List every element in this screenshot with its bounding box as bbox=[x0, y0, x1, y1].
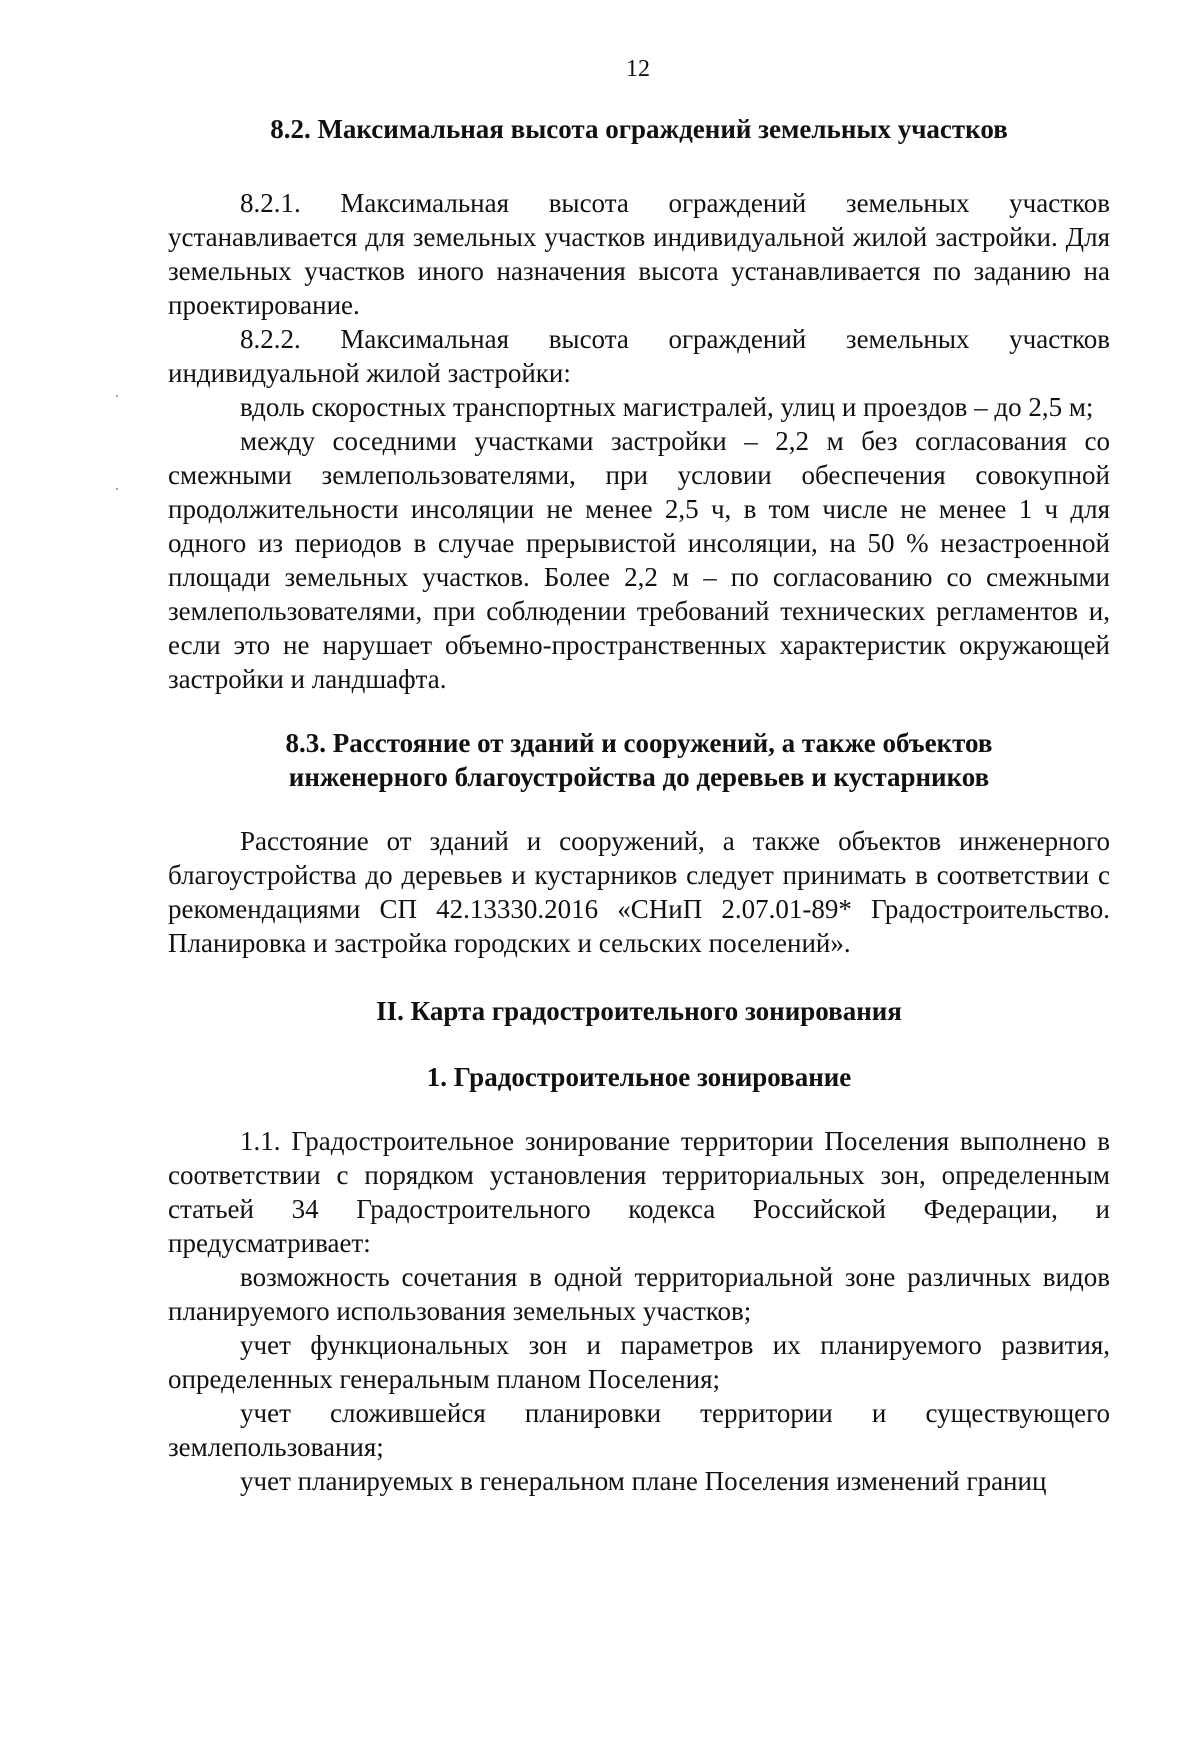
scan-mark bbox=[116, 488, 118, 490]
paragraph: возможность сочетания в одной территориальной зоне различных видов планируемого использования земельных участков; bbox=[168, 1262, 1110, 1326]
page-number: 12 bbox=[626, 56, 650, 82]
paragraph: между соседними участками застройки – 2,2 м без согласования со смежными землепользователями, при условии обеспечения совокупной продолжительности инсоляции не менее 2,5 ч, в том числе не менее 1 ч для одного из периодов в случае прерывистой инсоляции, на 50 % незастроенной площади земельных участков. Более 2,2 м – по согласованию со смежными землепользователями, при соблюдении требований технических регламентов и, если это не нарушает объемно-пространственных характеристик окружающей застройки и ландшафта. bbox=[168, 426, 1110, 694]
paragraph: вдоль скоростных транспортных магистралей, улиц и проездов – до 2,5 м; bbox=[240, 392, 1094, 422]
scan-mark bbox=[116, 395, 118, 397]
section-heading-1: 1. Градостроительное зонирование bbox=[426, 1062, 852, 1092]
paragraph: учет сложившейся планировки территории и существующего землепользования; bbox=[168, 1398, 1110, 1462]
part-heading-ii: II. Карта градостроительного зонирования bbox=[376, 996, 902, 1026]
section-heading-8-3: 8.3. Расстояние от зданий и сооружений, а также объектов инженерного благоустройства до деревьев и кустарников bbox=[285, 728, 993, 792]
paragraph: 1.1. Градостроительное зонирование территории Поселения выполнено в соответствии с порядком установления территориальных зон, определенным статьей 34 Градостроительного кодекса Российской Федерации, и предусматривает: bbox=[168, 1126, 1110, 1258]
paragraph: 8.2.1. Максимальная высота ограждений земельных участков устанавливается для земельных участков индивидуальной жилой застройки. Для земельных участков иного назначения высота устанавливается по заданию на проектирование. bbox=[168, 188, 1110, 320]
section-heading-8-2: 8.2. Максимальная высота ограждений земельных участков bbox=[270, 114, 1008, 144]
paragraph: учет планируемых в генеральном плане Поселения изменений границ bbox=[240, 1466, 1047, 1496]
paragraph: 8.2.2. Максимальная высота ограждений земельных участков индивидуальной жилой застройки: bbox=[168, 324, 1110, 388]
document-body bbox=[168, 112, 1110, 1498]
paragraph: Расстояние от зданий и сооружений, а также объектов инженерного благоустройства до деревьев и кустарников следует принимать в соответствии с рекомендациями СП 42.13330.2016 «СНиП 2.07.01-89* Градостроительство. Планировка и застройка городских и сельских поселений». bbox=[168, 826, 1110, 958]
paragraph: учет функциональных зон и параметров их планируемого развития, определенных генеральным планом Поселения; bbox=[168, 1330, 1110, 1394]
